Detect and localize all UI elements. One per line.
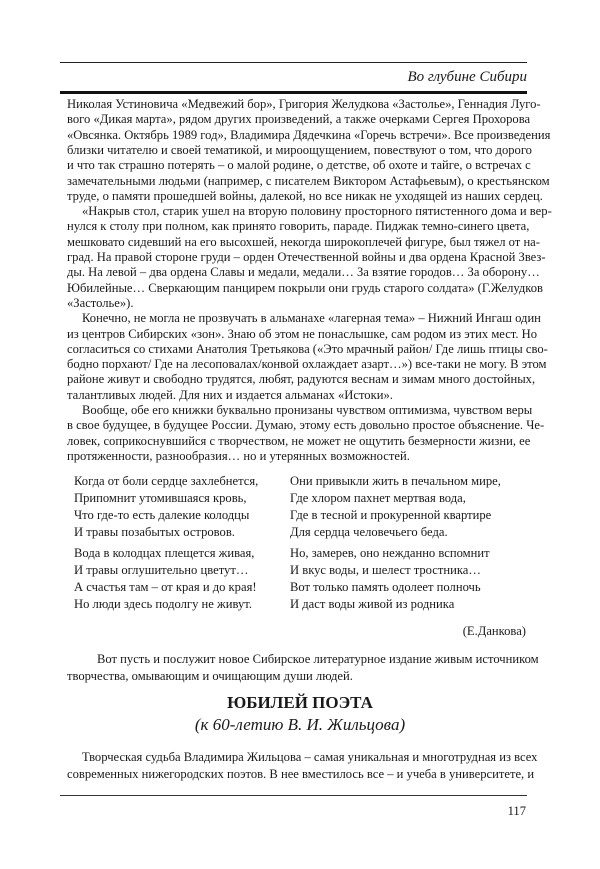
text-line: нулся к столу при полном, как принято говорить, параде. Пиджак темно-синего цвета, <box>67 219 530 233</box>
poem-line: Но люди здесь подолгу не живут. <box>74 597 252 611</box>
text-line: талантливых людей. Для них и издается альманах «Истоки». <box>67 388 393 402</box>
text-line: «Застолье»). <box>67 296 134 310</box>
poem-line: И травы позабытых островов. <box>74 525 235 539</box>
text-line: Творческая судьба Владимира Жильцова – самая уникальная и многотрудная из всех <box>82 750 538 764</box>
text-line: замечательными людьми (например, с писателем Виктором Астафьевым), о крестьянском <box>67 174 550 188</box>
text-line: Конечно, не могла не прозвучать в альманахе «лагерная тема» – Нижний Ингаш один <box>82 311 541 325</box>
section-subtitle: (к 60-летию В. И. Жильцова) <box>194 715 406 734</box>
section-title: ЮБИЛЕЙ ПОЭТА <box>227 693 373 712</box>
poem-line: Где хлором пахнет мертвая вода, <box>290 491 466 505</box>
text-line: Вот пусть и послужит новое Сибирское литературное издание живым источником <box>97 652 539 666</box>
poem-line: Что где-то есть далекие колодцы <box>74 508 250 522</box>
text-line: ды. На левой – два ордена Славы и медали, медали… За взятие городов… За оборону… <box>67 265 540 279</box>
poem-line: Припомнит утомившаяся кровь, <box>74 491 247 505</box>
text-line: Николая Устиновича «Медвежий бор», Григория Желудкова «Застолье», Геннадия Луго- <box>67 97 541 111</box>
page-number: 117 <box>507 804 526 818</box>
text-line: из центров Сибирских «зон». Знаю об этом не понаслышке, сам родом из этих мест. Но <box>67 327 538 341</box>
text-line: согласиться со стихами Анатолия Третьякова («Это мрачный район/ Где лишь птицы сво- <box>67 342 548 356</box>
footer-rule <box>60 795 527 796</box>
text-line: бодно порхают/ Где на лесоповалах/конвой охлаждает азарт…») все-таки не могу. В этом <box>67 357 547 371</box>
poem-line: Для сердца человечьего беда. <box>290 525 448 539</box>
text-line: современных нижегородских поэтов. В нее вместилось все – и учеба в университете, и <box>67 767 535 781</box>
poem-line: И вкус воды, и шелест тростника… <box>290 563 481 577</box>
text-line: мешковато сидевший на его высохшей, некогда широкоплечей фигуре, был тяжел от на- <box>67 235 540 249</box>
text-line: «Накрыв стол, старик ушел на вторую половину просторного пятистенного дома и вер- <box>82 204 552 218</box>
text-line: протяженности, разнообразия… но и утерянных возможностей. <box>67 449 410 463</box>
text-line: Вообще, обе его книжки буквально пронизаны чувством оптимизма, чувством веры <box>82 403 533 417</box>
text-line: творчества, омывающим и очищающим души людей. <box>67 669 353 683</box>
header-thick-rule <box>60 91 527 94</box>
poem-line: Вода в колодцах плещется живая, <box>74 546 255 560</box>
running-title: Во глубине Сибири <box>407 69 527 85</box>
text-line: в свое будущее, в будущее России. Думаю, этому есть довольно простое объяснение. Че- <box>67 418 545 432</box>
poem-line: И даст воды живой из родника <box>290 597 455 611</box>
text-line: районе живут и свободно трудятся, любят, радуются веснам и зимам много достойных, <box>67 372 536 386</box>
text-line: близки читателю и своей тематикой, и мироощущением, повествуют о том, что дорого <box>67 143 532 157</box>
text-line: и что так страшно потерять – о малой родине, о детстве, об охоте и тайге, о встречах с <box>67 158 531 172</box>
poem-line: Они привыкли жить в печальном мире, <box>290 474 501 488</box>
poem-line: Вот только память одолеет полночь <box>290 580 481 594</box>
header-rule <box>60 62 527 63</box>
poem-line: Где в тесной и прокуренной квартире <box>290 508 492 522</box>
text-line: «Овсянка. Октябрь 1989 год», Владимира Дядечкина «Горечь встречи». Все произведения <box>67 128 551 142</box>
text-line: град. На правой стороне груди – орден Отечественной войны и два ордена Красной Звез- <box>67 250 546 264</box>
poem-line: И травы оглушительно цветут… <box>74 563 249 577</box>
poem-line: Но, замерев, оно нежданно вспомнит <box>290 546 490 560</box>
poem-attribution: (Е.Данкова) <box>462 624 526 638</box>
text-line: ловек, соприкоснувшийся с творчеством, не может не ощутить безмерности жизни, ее <box>67 434 531 448</box>
text-line: вого «Дикая марта», рядом других произведений, а также очерками Сергея Прохорова <box>67 112 531 126</box>
poem-line: Когда от боли сердце захлебнется, <box>74 474 259 488</box>
poem-line: А счастья там – от края и до края! <box>74 580 257 594</box>
text-line: Юбилейные… Сверкающим панцирем покрыли они грудь старого солдата» (Г.Желудков <box>67 281 543 295</box>
text-line: труде, о памяти прошедшей войны, далекой, но все никак не уходящей из наших сердец. <box>67 189 543 203</box>
